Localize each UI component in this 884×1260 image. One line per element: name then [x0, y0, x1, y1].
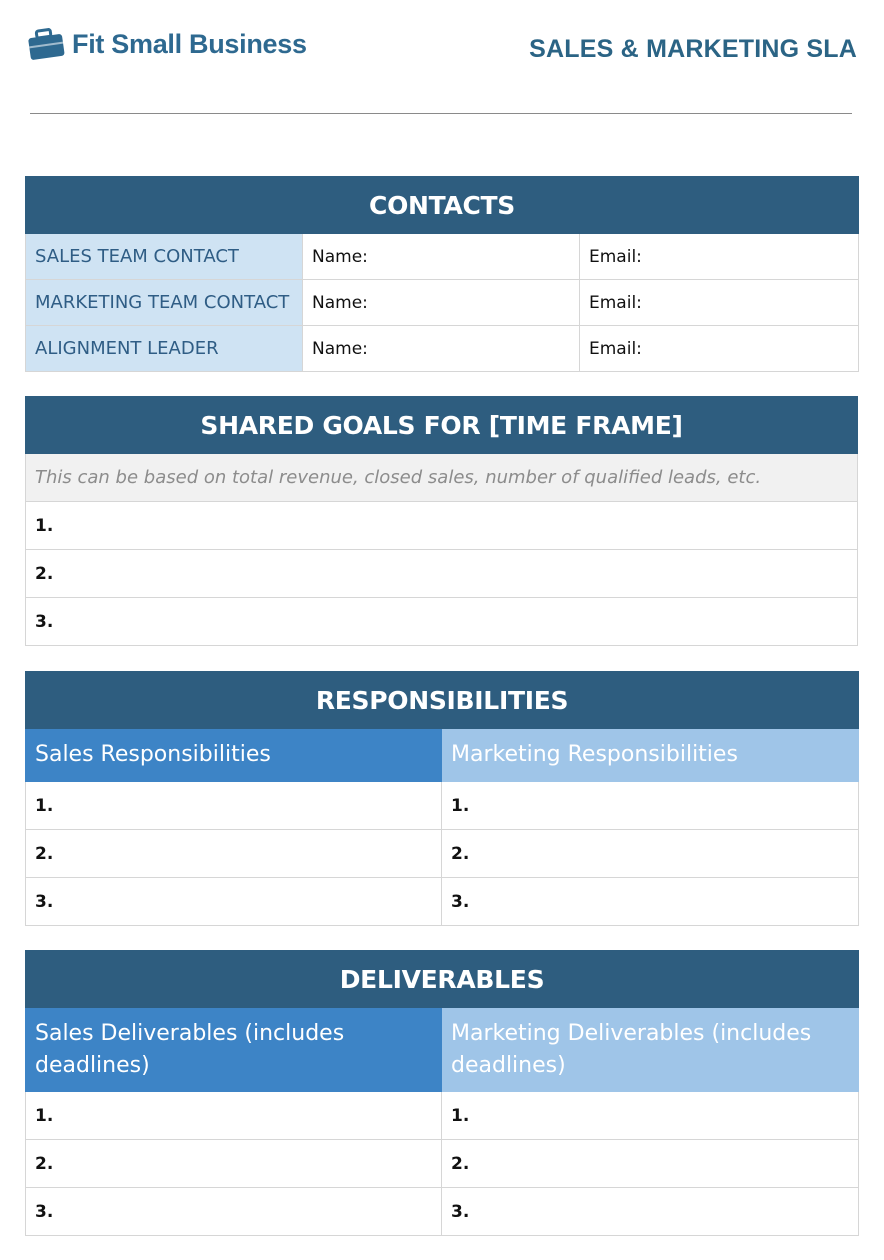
list-item — [26, 598, 858, 646]
deliverables-table — [25, 950, 859, 1236]
responsibilities-section-title: RESPONSIBILITIES — [26, 672, 859, 729]
marketing-deliverables-header: Marketing Deliverables (includes deadlines) — [442, 1008, 859, 1092]
table-row — [26, 326, 859, 372]
goals-hint: This can be based on total revenue, closed sales, number of qualified leads, etc. — [26, 454, 858, 502]
marketing-deliverable-item[interactable]: 2. — [442, 1140, 859, 1188]
contacts-section-title: CONTACTS — [26, 177, 859, 234]
goal-item[interactable]: 1. — [26, 502, 858, 550]
sales-deliverable-item[interactable]: 1. — [26, 1092, 442, 1140]
briefcase-icon — [26, 27, 66, 61]
marketing-responsibilities-header: Marketing Responsibilities — [442, 729, 859, 782]
contact-email-field[interactable]: Email: — [580, 234, 859, 280]
sales-responsibilities-header: Sales Responsibilities — [26, 729, 442, 782]
contacts-table — [25, 176, 859, 372]
goal-item[interactable]: 2. — [26, 550, 858, 598]
table-row — [26, 1092, 859, 1140]
contact-name-field[interactable]: Name: — [303, 234, 580, 280]
brand-name: Fit Small Business — [72, 28, 307, 59]
table-row — [26, 830, 859, 878]
contact-email-field[interactable]: Email: — [580, 326, 859, 372]
list-item — [26, 550, 858, 598]
header-divider — [30, 113, 852, 114]
marketing-deliverable-item[interactable]: 3. — [442, 1188, 859, 1236]
marketing-responsibility-item[interactable]: 1. — [442, 782, 859, 830]
document-title: SALES & MARKETING SLA — [529, 35, 857, 63]
responsibilities-table — [25, 671, 859, 926]
contact-label-sales: SALES TEAM CONTACT — [26, 234, 303, 280]
sales-deliverable-item[interactable]: 2. — [26, 1140, 442, 1188]
page-header — [0, 0, 884, 120]
goal-item[interactable]: 3. — [26, 598, 858, 646]
deliverables-section-title: DELIVERABLES — [26, 951, 859, 1008]
list-item — [26, 502, 858, 550]
contact-email-field[interactable]: Email: — [580, 280, 859, 326]
sales-responsibility-item[interactable]: 3. — [26, 878, 442, 926]
table-row — [26, 1140, 859, 1188]
brand-logo[interactable] — [26, 27, 307, 61]
contact-name-field[interactable]: Name: — [303, 280, 580, 326]
goals-table — [25, 396, 858, 646]
contact-label-marketing: MARKETING TEAM CONTACT — [26, 280, 303, 326]
sales-responsibility-item[interactable]: 1. — [26, 782, 442, 830]
contact-label-alignment: ALIGNMENT LEADER — [26, 326, 303, 372]
marketing-responsibility-item[interactable]: 3. — [442, 878, 859, 926]
table-row — [26, 878, 859, 926]
sales-responsibility-item[interactable]: 2. — [26, 830, 442, 878]
table-row — [26, 234, 859, 280]
sales-deliverables-header: Sales Deliverables (includes deadlines) — [26, 1008, 442, 1092]
sales-deliverable-item[interactable]: 3. — [26, 1188, 442, 1236]
marketing-responsibility-item[interactable]: 2. — [442, 830, 859, 878]
table-row — [26, 280, 859, 326]
table-row — [26, 1188, 859, 1236]
marketing-deliverable-item[interactable]: 1. — [442, 1092, 859, 1140]
table-row — [26, 782, 859, 830]
goals-section-title: SHARED GOALS FOR [TIME FRAME] — [26, 397, 858, 454]
contact-name-field[interactable]: Name: — [303, 326, 580, 372]
